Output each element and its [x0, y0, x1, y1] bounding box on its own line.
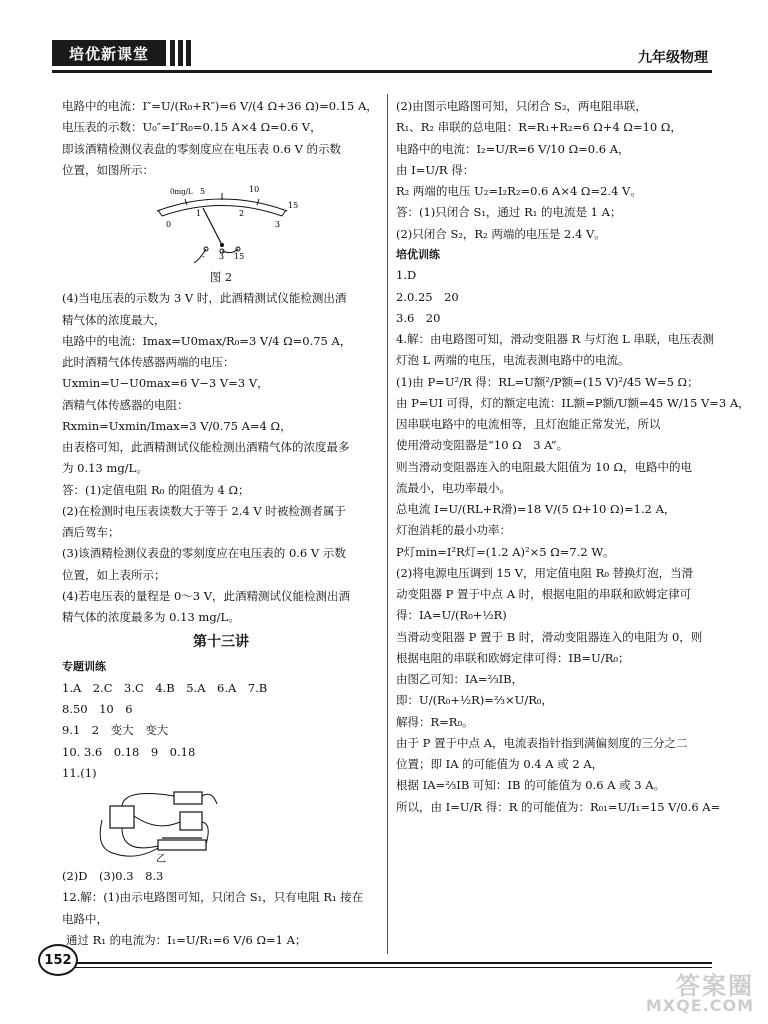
text-line: (4)若电压表的量程是 0～3 V，此酒精测试仪能检测出酒 — [62, 588, 351, 603]
text-line: 答：(1)只闭合 S₁，通过 R₁ 的电流是 1 A； — [396, 205, 622, 220]
scale-top-label: 5 — [200, 187, 206, 196]
text-line: (4)当电压表的示数为 3 V 时，此酒精测试仪能检测出酒 — [62, 291, 347, 306]
text-line: 由 I=U/R 得： — [396, 162, 475, 177]
subsection-heading: 培优训练 — [396, 247, 440, 261]
text-line: 所以，由 I=U/R 得：R 的可能值为：R₀₁=U/I₁=15 V/0.6 A= — [396, 799, 721, 814]
header-decor-bars — [170, 40, 191, 66]
text-line: 根据电阻的串联和欧姆定律可得：IB=U/R₀； — [396, 650, 630, 665]
watermark-url: MXQE.COM — [645, 996, 754, 1015]
text-line: (3)该酒精检测仪表盘的零刻度应在电压表的 0.6 V 示数 — [62, 546, 346, 561]
text-line: 因串联电路中的电流相等，且灯泡能正常发光，所以 — [396, 417, 661, 431]
answer-line: 电路中， — [62, 911, 108, 926]
text-line: 4.解：由电路图可知，滑动变阻器 R 与灯泡 L 串联，电压表测 — [396, 332, 714, 346]
answer-line: 3.6 20 — [396, 310, 441, 325]
text-line: (2)在检测时电压表读数大于等于 2.4 V 时被检测者属于 — [62, 503, 346, 518]
answer-line: 通过 R₁ 的电流为：I₁=U/R₁=6 V/6 Ω=1 A； — [66, 932, 307, 947]
battery-symbol — [174, 792, 202, 804]
text-line: 电路中的电流：Imax=U0max/R₀=3 V/4 Ω=0.75 A， — [62, 333, 352, 348]
text-line: 灯泡消耗的最小功率： — [396, 523, 511, 538]
text-line: 解得：R=R₀。 — [396, 714, 474, 729]
text-line: 根据 IA=⅔IB 可知：IB 的可能值为 0.6 A 或 3 A。 — [396, 778, 666, 793]
right-column — [396, 98, 750, 820]
scale-end-label: 15 — [288, 201, 299, 210]
text-line: 位置，如图所示： — [62, 162, 154, 177]
ammeter-symbol — [110, 806, 134, 828]
text-line: 酒精气体传感器的电阻： — [62, 397, 189, 412]
answer-line: 1.A 2.C 3.C 4.B 5.A 6.A 7.B — [62, 680, 268, 695]
text-line: R₂ 两端的电压 U₂=I₂R₂=0.6 A×4 Ω=2.4 V。 — [396, 184, 642, 198]
series-title: 培优新课堂 — [68, 44, 149, 63]
scale-bottom-label: 0 — [166, 220, 172, 229]
text-line: 则当滑动变阻器连入的电阻最大阻值为 10 Ω，电路中的电 — [396, 459, 692, 474]
voltmeter-dial-figure — [62, 183, 362, 265]
answer-line: 12.解：(1)由示电路图可知，只闭合 S₁，只有电阻 R₁ 接在 — [62, 890, 364, 905]
circuit-label: 乙 — [156, 854, 166, 864]
text-line: (2)只闭合 S₂，R₂ 两端的电压是 2.4 V。 — [396, 226, 606, 241]
answer-line: 11.(1) — [62, 765, 97, 780]
answer-line: 1.D — [396, 268, 417, 283]
text-line: 流最小，电功率最小。 — [396, 480, 511, 495]
answer-line: 2.0.25 20 — [396, 289, 459, 304]
text-line: 灯泡 L 两端的电压，电流表测电路中的电流。 — [396, 353, 630, 368]
text-line: 位置；即 IA 的可能值为 0.4 A 或 2 A， — [396, 757, 604, 771]
text-line: 电路中的电流：I₂=U/R=6 V/10 Ω=0.6 A， — [396, 141, 630, 156]
text-line: 当滑动变阻器 P 置于 B 时，滑动变阻器连入的电阻为 0，则 — [396, 629, 703, 644]
text-line: P灯min=I²R灯=(1.2 A)²×5 Ω=7.2 W。 — [396, 544, 615, 559]
text-line: Uxmin=U−U0max=6 V−3 V=3 V， — [62, 376, 269, 391]
text-line: 电压表的示数：U₀″=I″R₀=0.15 A×4 Ω=0.6 V， — [62, 120, 322, 135]
scale-bottom-label: 2 — [239, 209, 245, 218]
text-line: 得：IA=U/(R₀+½R) — [396, 608, 507, 623]
watermark-logo: 答案圈 — [676, 972, 754, 1000]
text-line: 即该酒精检测仪表盘的零刻度应在电压表 0.6 V 的示数 — [62, 141, 342, 156]
series-title-badge — [52, 40, 166, 66]
scale-bottom-label: 1 — [196, 209, 202, 218]
answer-line: 10. 3.6 0.18 9 0.18 — [62, 744, 196, 759]
text-line: 动变阻器 P 置于中点 A 时，根据电阻的串联和欧姆定律可 — [396, 587, 692, 601]
grade-subject: 九年级物理 — [638, 50, 708, 66]
text-line: 精气体的浓度最多为 0.13 mg/L。 — [62, 610, 240, 624]
text-line: Rxmin=Uxmin/Imax=3 V/0.75 A=4 Ω， — [62, 418, 292, 433]
text-line: 电路中的电流：I″=U/(R₀+R″)=6 V/(4 Ω+36 Ω)=0.15 A， — [62, 99, 378, 113]
answer-line: 9.1 2 变大 变大 — [62, 723, 169, 738]
footer-rule-thin — [52, 967, 712, 968]
text-line: (2)由图示电路图可知，只闭合 S₂，两电阻串联， — [396, 99, 647, 113]
answer-line: (2)D (3)0.3 8.3 — [62, 869, 164, 883]
text-line: 答：(1)定值电阻 R₀ 的阻值为 4 Ω； — [62, 482, 250, 497]
text-line: 由图乙可知：IA=⅔IB， — [396, 672, 524, 686]
figure-caption: 图 2 — [209, 270, 233, 284]
circuit-diagram-figure — [62, 786, 362, 864]
subsection-heading: 专题训练 — [62, 660, 106, 674]
text-line: 由于 P 置于中点 A，电流表指针指到满偏刻度的三分之二 — [396, 735, 688, 750]
left-column — [62, 98, 380, 953]
answer-line: 8.50 10 6 — [62, 702, 133, 716]
text-line: 即：U/(R₀+½R)=⅔×U/R₀， — [396, 693, 554, 708]
unit-label: 0mg/L — [170, 188, 193, 196]
text-line: 为 0.13 mg/L。 — [62, 461, 148, 476]
text-line: 由表格可知，此酒精测试仪能检测出酒精气体的浓度最多 — [62, 440, 350, 454]
terminal-label: 15 — [234, 252, 245, 261]
text-line: 由 P=UI 可得，灯的额定电流：IL额=P额/U额=45 W/15 V=3 A， — [396, 395, 750, 410]
text-line: 精气体的浓度最大， — [62, 312, 166, 327]
terminal-label: 3 — [219, 252, 225, 261]
text-line: 酒后驾车； — [62, 525, 120, 539]
footer-rule — [52, 962, 712, 964]
terminal-label: - — [202, 252, 205, 261]
text-line: 总电流 I=U/(RL+R滑)=18 V/(5 Ω+10 Ω)=1.2 A， — [396, 502, 676, 516]
scale-top-label: 10 — [249, 185, 260, 194]
text-line: R₁、R₂ 串联的总电阻：R=R₁+R₂=6 Ω+4 Ω=10 Ω， — [396, 120, 682, 135]
rheostat-symbol — [158, 840, 206, 850]
text-line: 此时酒精气体传感器两端的电压： — [62, 355, 235, 369]
scale-bottom-label: 3 — [275, 220, 281, 229]
voltmeter-symbol — [180, 812, 202, 830]
section-heading: 第十三讲 — [193, 634, 249, 651]
text-line: (1)由 P=U²/R 得：RL=U额²/P额=(15 V)²/45 W=5 Ω； — [396, 374, 699, 389]
meter-needle — [203, 208, 222, 245]
text-line: (2)将电源电压调到 15 V，用定值电阻 R₀ 替换灯泡，当滑 — [396, 565, 694, 580]
text-line: 使用滑动变阻器是“10 Ω 3 A”。 — [396, 438, 569, 453]
column-divider — [387, 94, 388, 954]
header-rule — [52, 70, 712, 73]
text-line: 位置，如上表所示； — [62, 567, 166, 582]
page-number: 152 — [38, 944, 78, 976]
